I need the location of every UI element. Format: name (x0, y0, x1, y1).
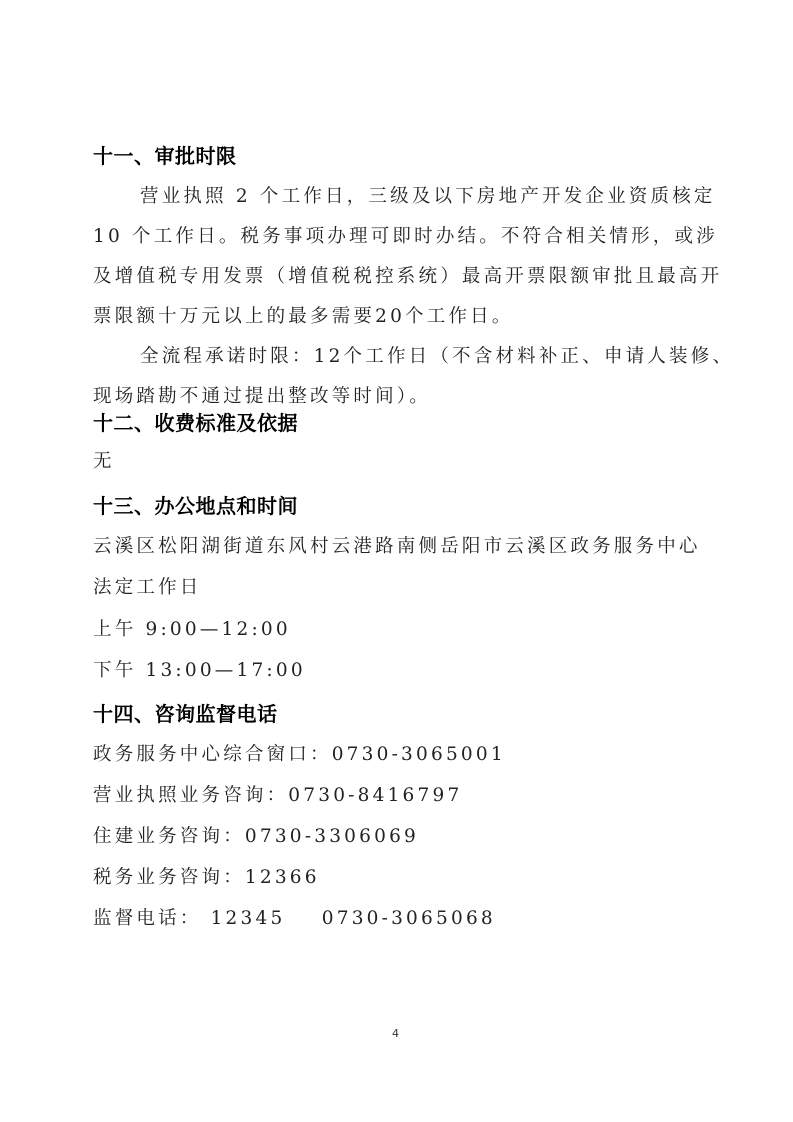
paragraph-line: 现场踏勘不通过提出整改等时间）。 (93, 386, 431, 407)
paragraph-line: 10 个工作日。税务事项办理可即时办结。不符合相关情形，或涉 (93, 226, 718, 247)
section-heading-approval-time-limit: 十一、审批时限 (93, 144, 237, 168)
paragraph-line: 及增值税专用发票（增值税税控系统）最高开票限额审批且最高开 (93, 266, 723, 287)
morning-hours: 上午 9:00—12:00 (93, 619, 291, 640)
paragraph-line: 票限额十万元以上的最多需要20个工作日。 (93, 306, 514, 327)
phone-business-license: 营业执照业务咨询：0730-8416797 (93, 785, 463, 806)
section-heading-office-location-hours: 十三、办公地点和时间 (93, 494, 298, 518)
afternoon-hours: 下午 13:00—17:00 (93, 660, 306, 681)
phone-housing-construction: 住建业务咨询：0730-3306069 (93, 826, 420, 847)
section-heading-fee-standard: 十二、收费标准及依据 (93, 411, 298, 435)
phone-tax: 税务业务咨询：12366 (93, 867, 320, 888)
paragraph-line: 营业执照 2 个工作日，三级及以下房地产开发企业资质核定 (140, 186, 716, 207)
working-days: 法定工作日 (93, 577, 202, 598)
phone-supervision: 监督电话： 12345 0730-3065068 (93, 908, 496, 929)
paragraph-line: 无 (93, 451, 115, 472)
office-address: 云溪区松阳湖街道东风村云港路南侧岳阳市云溪区政务服务中心 (93, 536, 701, 557)
section-heading-consultation-phones: 十四、咨询监督电话 (93, 702, 278, 726)
paragraph-line: 全流程承诺时限：12个工作日（不含材料补正、申请人装修、 (140, 346, 735, 367)
page-number: 4 (392, 1027, 399, 1040)
phone-service-center: 政务服务中心综合窗口：0730-3065001 (93, 744, 506, 765)
